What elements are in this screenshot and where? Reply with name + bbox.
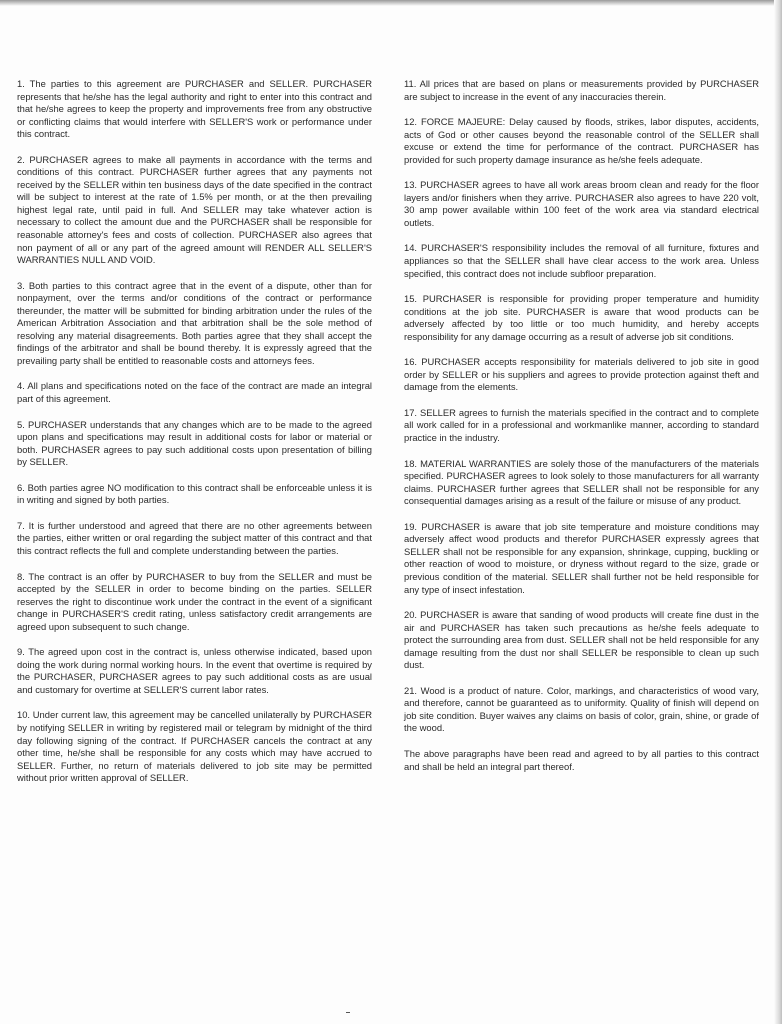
clause-13: 13. PURCHASER agrees to have all work areas broom clean and ready for the floor layers and/or finishers when they arrive. PURCHASER also agrees to have 220 volt, 30 amp power available within 100 feet of the work area via standard electrical outlets. bbox=[404, 179, 759, 228]
clause-7: 7. It is further understood and agreed that there are no other agreements between the parties, either written or oral regarding the subject matter of this contract and that this contract reflects the full and complete understanding between the parties. bbox=[17, 519, 372, 556]
scan-right-edge bbox=[774, 0, 782, 1024]
clause-12: 12. FORCE MAJEURE: Delay caused by floods, strikes, labor disputes, accidents, acts of God or other causes beyond the reasonable control of the SELLER shall excuse or extend the time for performance of the contract. PURCHASER has provided for such property damage insurance as he/she feels adequate. bbox=[404, 116, 759, 165]
terms-right-column bbox=[404, 78, 759, 786]
clause-19: 19. PURCHASER is aware that job site temperature and moisture conditions may adversely affect wood products and therefor PURCHASER expressly agrees that SELLER shall not be responsible for any expansion, shrinkage, cupping, buckling or other reaction of wood to moisture, or dryness without regard to the size, grade or previous condition of the material. SELLER shall further not be held responsible for any type of insect infestation. bbox=[404, 520, 759, 595]
clause-15: 15. PURCHASER is responsible for providing proper temperature and humidity conditions at the job site. PURCHASER is aware that wood products can be adversely affected by too little or too much humidity, and hereby accepts responsibility for any damage occurring as a result of adverse job sit conditions. bbox=[404, 293, 759, 342]
clause-10: 10. Under current law, this agreement may be cancelled unilaterally by PURCHASER by notifying SELLER in writing by registered mail or telegram by midnight of the third day following signing of the contract. If PURCHASER cancels the contract at any other time, he/she shall be responsible for any costs which may have accrued to SELLER. Further, no return of materials delivered to job site may be permitted without prior written approval of SELLER. bbox=[17, 709, 372, 784]
clause-2: 2. PURCHASER agrees to make all payments in accordance with the terms and conditions of this contract. PURCHASER further agrees that any payments not received by the SELLER within ten business days of the date specified in the contract will be subject to interest at the rate of 1.5% per month, or at the then prevailing highest legal rate, until paid in full. And SELLER may take whatever action is necessary to collect the amount due and the PURCHASER shall be responsible for reasonable attorney's fees and costs of collection. PURCHASER also agrees that non payment of all or any part of the agreed amount will RENDER ALL SELLER'S WARRANTIES NULL AND VOID. bbox=[17, 153, 372, 266]
clause-11: 11. All prices that are based on plans or measurements provided by PURCHASER are subject to increase in the event of any inaccuracies therein. bbox=[404, 78, 759, 102]
clause-16: 16. PURCHASER accepts responsibility for materials delivered to job site in good order by SELLER or his suppliers and agrees to provide protection against theft and damage from the elements. bbox=[404, 356, 759, 393]
terms-left-column bbox=[17, 78, 372, 798]
scan-top-shadow bbox=[0, 0, 782, 6]
clause-20: 20. PURCHASER is aware that sanding of wood products will create fine dust in the air and PURCHASER has taken such precautions as he/she feels adequate to protect the surrounding area from dust. SELLER shall not be held responsible for any damage resulting from the dust nor shall SELLER be responsible to clean up such dust. bbox=[404, 609, 759, 671]
agreement-statement: The above paragraphs have been read and agreed to by all parties to this contract and shall be held an integral part thereof. bbox=[404, 747, 759, 772]
clause-17: 17. SELLER agrees to furnish the materials specified in the contract and to complete all work called for in a professional and workmanlike manner, according to standard practice in the industry. bbox=[404, 406, 759, 444]
clause-3: 3. Both parties to this contract agree that in the event of a dispute, other than for nonpayment, over the terms and/or conditions of the contract or performance thereunder, the matter will be submitted for binding arbitration under the rules of the American Arbitration Association and that arbitration shall be the sole method of resolving any material disagreements. Both parties agree that they shall accept the findings of the arbitrator and shall be bound thereby. It is expressly agreed that the prevailing party shall be entitled to reasonable costs and attorneys fees. bbox=[17, 279, 372, 366]
clause-21: 21. Wood is a product of nature. Color, markings, and characteristics of wood vary, and therefore, cannot be guaranteed as to uniformity. Quality of finish will depend on job site condition. Buyer waives any claims on basis of color, grain, shine, or grade of the wood. bbox=[404, 684, 759, 734]
clause-14: 14. PURCHASER'S responsibility includes the removal of all furniture, fixtures and appliances so that the SELLER shall have clear access to the work area. Unless specified, this contract does not include subfloor preparation. bbox=[404, 242, 759, 279]
clause-9: 9. The agreed upon cost in the contract is, unless otherwise indicated, based upon doing the work during normal working hours. In the event that overtime is required by the PURCHASER, PURCHASER agrees to pay such additional costs as are usual and customary for overtime at SELLER'S current labor rates. bbox=[17, 646, 372, 695]
clause-18: 18. MATERIAL WARRANTIES are solely those of the manufacturers of the materials specified. PURCHASER agrees to look solely to those manufacturers for all warranty claims. PURCHASER further agrees that SELLER shall not be responsible for any consequential damages arising as a result of the failure or misuse of any product. bbox=[404, 457, 759, 507]
scan-speck bbox=[346, 1012, 350, 1013]
clause-5: 5. PURCHASER understands that any changes which are to be made to the agreed upon plans and specifications may result in additional costs for labor or material or both. PURCHASER agrees to pay such additional costs upon presentation of billing by SELLER. bbox=[17, 418, 372, 468]
clause-4: 4. All plans and specifications noted on the face of the contract are made an integral part of this agreement. bbox=[17, 380, 372, 405]
clause-6: 6. Both parties agree NO modification to this contract shall be enforceable unless it is in writing and signed by both parties. bbox=[17, 481, 372, 506]
clause-1: 1. The parties to this agreement are PURCHASER and SELLER. PURCHASER represents that he/she has the legal authority and right to enter into this contract and that he/she agrees to keep the property and improvements free from any obstructive or conflicting claims that would interfere with SELLER'S work or performance under this contract. bbox=[17, 78, 372, 140]
clause-8: 8. The contract is an offer by PURCHASER to buy from the SELLER and must be accepted by the SELLER in order to become binding on the parties. SELLER reserves the right to discontinue work under the contract in the event of a significant change in PURCHASER'S credit rating, unless satisfactory credit arrangements are agreed upon subsequent to such change. bbox=[17, 570, 372, 632]
